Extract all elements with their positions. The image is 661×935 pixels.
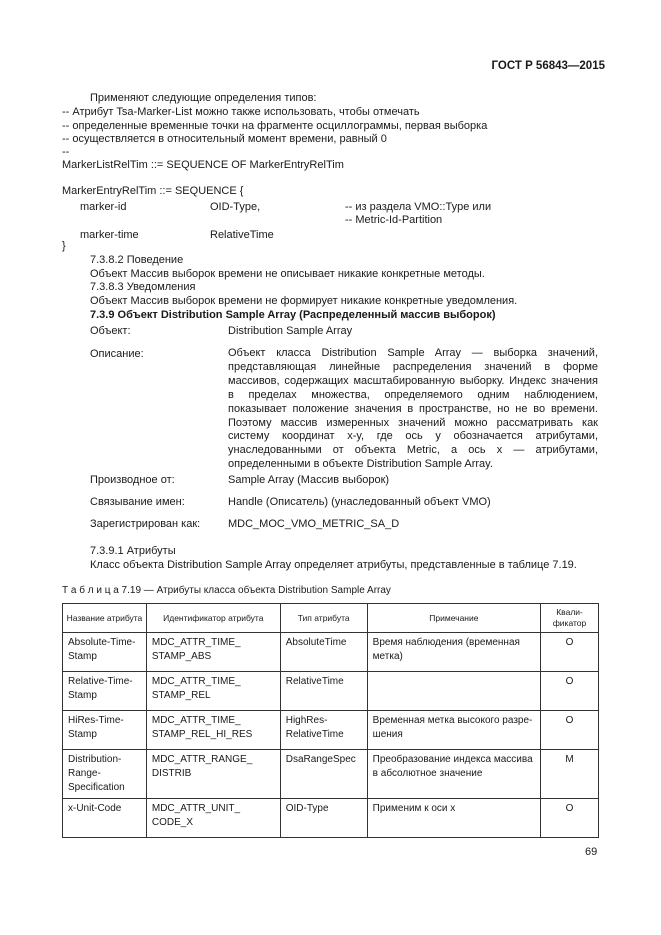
cell-attr-type: RelativeTime <box>280 672 367 711</box>
table-row <box>63 672 599 711</box>
cell-qualifier: O <box>541 633 599 672</box>
table-row <box>63 633 599 672</box>
cell-qualifier: O <box>541 711 599 750</box>
comment-line-2: -- определенные временные точки на фрагменте осциллограммы, первая выборка <box>62 120 488 132</box>
table-row <box>63 711 599 750</box>
comment-line-3: -- осуществляется в относительный момент времени, равный 0 <box>62 133 387 145</box>
header-attr-name: Название атрибута <box>63 604 147 633</box>
cell-attr-id: MDC_ATTR_TIME_ STAMP_REL_HI_RES <box>146 711 280 750</box>
section-notifications-title: 7.3.8.3 Уведомления <box>90 281 196 293</box>
marker-id-field: marker-id <box>80 201 127 213</box>
marker-id-comment-2: -- Metric-Id-Partition <box>345 214 443 226</box>
object-label: Объект: <box>90 325 131 337</box>
cell-attr-name: Distribution-Range-Specification <box>63 750 147 799</box>
marker-id-comment-1: -- из раздела VMO::Type или <box>345 201 492 213</box>
registered-label: Зарегистрирован как: <box>90 518 201 530</box>
table-caption: Т а б л и ц а 7.19 — Атрибуты класса объекта Distribution Sample Array <box>62 585 391 596</box>
header-note: Примечание <box>367 604 540 633</box>
section-behavior-text: Объект Массив выборок времени не описывает никакие конкретные методы. <box>90 268 485 280</box>
cell-attr-type: HighRes-RelativeTime <box>280 711 367 750</box>
cell-attr-type: OID-Type <box>280 799 367 838</box>
cell-attr-id: MDC_ATTR_TIME_ STAMP_ABS <box>146 633 280 672</box>
comment-line-1: -- Атрибут Tsa-Marker-List можно также использовать, чтобы отмечать <box>62 106 420 118</box>
table-row <box>63 750 599 799</box>
name-binding-value: Handle (Описатель) (унаследованный объект VMO) <box>228 496 491 508</box>
types-intro: Применяют следующие определения типов: <box>90 92 317 104</box>
name-binding-label: Связывание имен: <box>90 496 185 508</box>
section-739-title: 7.3.9 Объект Distribution Sample Array (Распределенный массив выборок) <box>90 309 496 321</box>
cell-qualifier: O <box>541 799 599 838</box>
cell-note: Временная метка высокого разре-шения <box>367 711 540 750</box>
marker-list-def: MarkerListRelTim ::= SEQUENCE OF MarkerEntryRelTim <box>62 159 344 171</box>
table-header-row <box>63 604 599 633</box>
document-header: ГОСТ Р 56843—2015 <box>491 60 605 72</box>
marker-id-type: OID-Type, <box>210 201 261 213</box>
derived-value: Sample Array (Массив выборок) <box>228 474 390 486</box>
cell-note: Преобразование индекса массива в абсолютное значение <box>367 750 540 799</box>
object-value: Distribution Sample Array <box>228 325 353 337</box>
cell-note <box>367 672 540 711</box>
header-attr-type: Тип атрибута <box>280 604 367 633</box>
section-notifications-text: Объект Массив выборок времени не формирует никакие конкретные уведомления. <box>90 295 518 307</box>
cell-note: Применим к оси x <box>367 799 540 838</box>
sequence-close: } <box>62 240 66 252</box>
cell-attr-id: MDC_ATTR_UNIT_ CODE_X <box>146 799 280 838</box>
header-qualifier: Квали-фикатор <box>541 604 599 633</box>
attributes-title: 7.3.9.1 Атрибуты <box>90 545 176 557</box>
cell-qualifier: O <box>541 672 599 711</box>
marker-time-type: RelativeTime <box>210 229 274 241</box>
description-value: Объект класса Distribution Sample Array — выборка значений, представляющая линейные распределения значений в форме массивов, содержащих масштабированную выборку. Индекс значения в пределах множества, определяемого одним наблюдением, показывает положение значения в пространстве, но не во времени. Поэтому массив измеренных значений можно рассматривать как систему координат x-y, где ось y обозначается атрибутами, унаследованными от объекта Metric, а ось x — атрибутами, определенными в объекте Distribution Sample Array. <box>228 347 598 471</box>
section-behavior-title: 7.3.8.2 Поведение <box>90 254 184 266</box>
cell-attr-id: MDC_ATTR_RANGE_ DISTRIB <box>146 750 280 799</box>
cell-attr-id: MDC_ATTR_TIME_ STAMP_REL <box>146 672 280 711</box>
marker-time-field: marker-time <box>80 229 139 241</box>
derived-label: Производное от: <box>90 474 175 486</box>
marker-entry-def: MarkerEntryRelTim ::= SEQUENCE { <box>62 185 244 197</box>
cell-attr-name: Absolute-Time-Stamp <box>63 633 147 672</box>
cell-attr-type: DsaRangeSpec <box>280 750 367 799</box>
cell-attr-name: Relative-Time-Stamp <box>63 672 147 711</box>
attributes-table <box>62 603 599 838</box>
comment-line-4: -- <box>62 146 70 158</box>
cell-qualifier: M <box>541 750 599 799</box>
page-number: 69 <box>585 846 598 858</box>
cell-attr-type: AbsoluteTime <box>280 633 367 672</box>
cell-attr-name: x-Unit-Code <box>63 799 147 838</box>
cell-attr-name: HiRes-Time-Stamp <box>63 711 147 750</box>
table-row <box>63 799 599 838</box>
registered-value: MDC_MOC_VMO_METRIC_SA_D <box>228 518 400 530</box>
header-attr-id: Идентификатор атрибута <box>146 604 280 633</box>
description-label: Описание: <box>90 348 144 360</box>
cell-note: Время наблюдения (временная метка) <box>367 633 540 672</box>
attributes-text: Класс объекта Distribution Sample Array определяет атрибуты, представленные в таблице 7.19. <box>90 559 577 571</box>
